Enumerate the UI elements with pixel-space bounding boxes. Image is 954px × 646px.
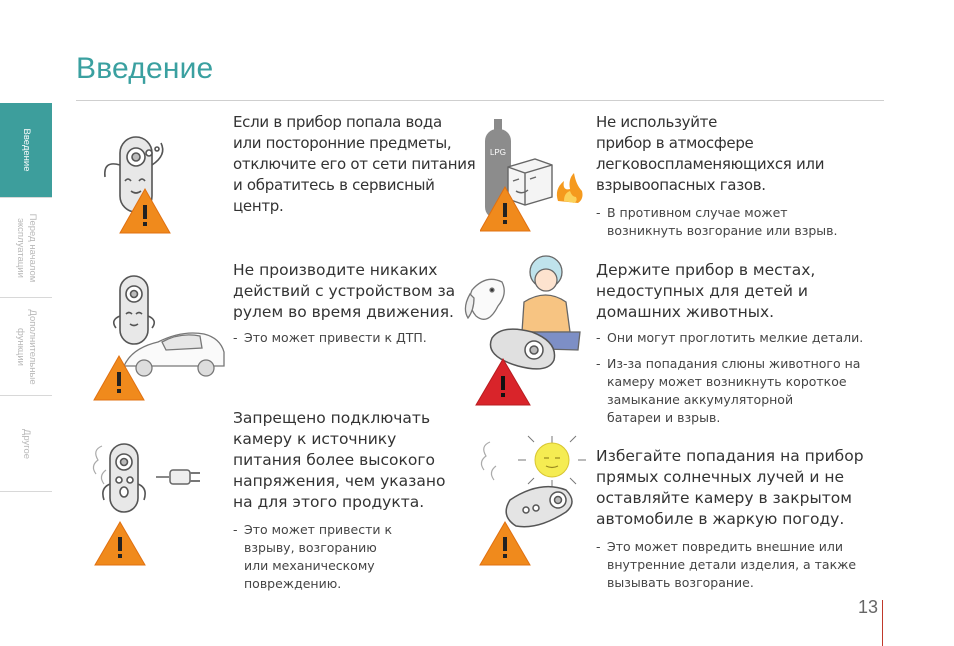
gas-note: - В противном случае может возникнуть возгорание или взрыв. [596, 205, 838, 238]
sun-note: - Это может повредить внешние или внутренние детали изделия, а также вызывать возгорание. [596, 539, 857, 590]
title-divider [76, 100, 884, 101]
smoke-icon [93, 446, 106, 484]
camera-character-icon [105, 137, 163, 212]
fire-icon [557, 173, 583, 203]
tab-introduction[interactable] [0, 103, 52, 198]
box-character-icon [508, 159, 552, 205]
driving-illustration [92, 270, 232, 405]
tab-extra-functions[interactable] [0, 298, 52, 396]
tab-label: Введение [21, 128, 32, 172]
warning-icon [95, 522, 145, 565]
driving-note: - Это может привести к ДТП. [233, 330, 427, 345]
gas-heading: Не используйте прибор в атмосфере легковоспламеняющихся или взрывоопасных газов. [596, 113, 825, 194]
lpg-label: LPG [489, 148, 507, 157]
driving-heading: Не производите никаких действий с устройством за рулем во время движения. [233, 261, 456, 321]
sidebar-nav [0, 103, 52, 492]
dog-icon [465, 279, 504, 319]
camera-character-icon [103, 444, 145, 512]
camera-icon [506, 487, 572, 527]
sun-icon [518, 436, 586, 488]
camera-character-icon [114, 276, 155, 344]
water-heading: Если в прибор попала вода или посторонние предметы, отключите его от сети питания и обратитесь в сервисный центр. [233, 113, 476, 215]
tab-before-use[interactable] [0, 198, 52, 298]
children-note-2: - Из-за попадания слюны животного на камеру может возникнуть короткое замыкание аккумуляторной батареи и взрыв. [596, 356, 861, 425]
page-title: Введение [76, 52, 214, 85]
voltage-illustration [82, 430, 212, 570]
warning-icon [480, 522, 530, 565]
tab-label: Дополнительные функции [15, 308, 38, 385]
children-illustration [462, 250, 590, 410]
voltage-note: - Это может привести к взрыву, возгоранию или механическому повреждению. [233, 522, 393, 591]
children-note-1: - Они могут проглотить мелкие детали. [596, 330, 864, 345]
water-illustration [95, 125, 215, 235]
tab-label: Другое [21, 428, 32, 459]
children-heading: Держите прибор в местах, недоступных для детей и домашних животных. [596, 261, 816, 321]
sun-heading: Избегайте попадания на прибор прямых солнечных лучей и не оставляйте камеру в закрытом автомобиле в жаркую погоду. [596, 447, 864, 528]
page-number-bar [882, 600, 883, 646]
tab-other[interactable] [0, 396, 52, 492]
page-number: 13 [858, 597, 879, 617]
plug-icon [156, 470, 200, 484]
smoke-icon [481, 442, 496, 480]
sun-illustration [470, 430, 595, 570]
gas-illustration [480, 115, 595, 235]
voltage-heading: Запрещено подключать камеру к источнику питания более высокого напряжения, чем указано на для этого продукта. [233, 409, 446, 511]
tab-label: Перед началом эксплуатации [15, 213, 38, 282]
